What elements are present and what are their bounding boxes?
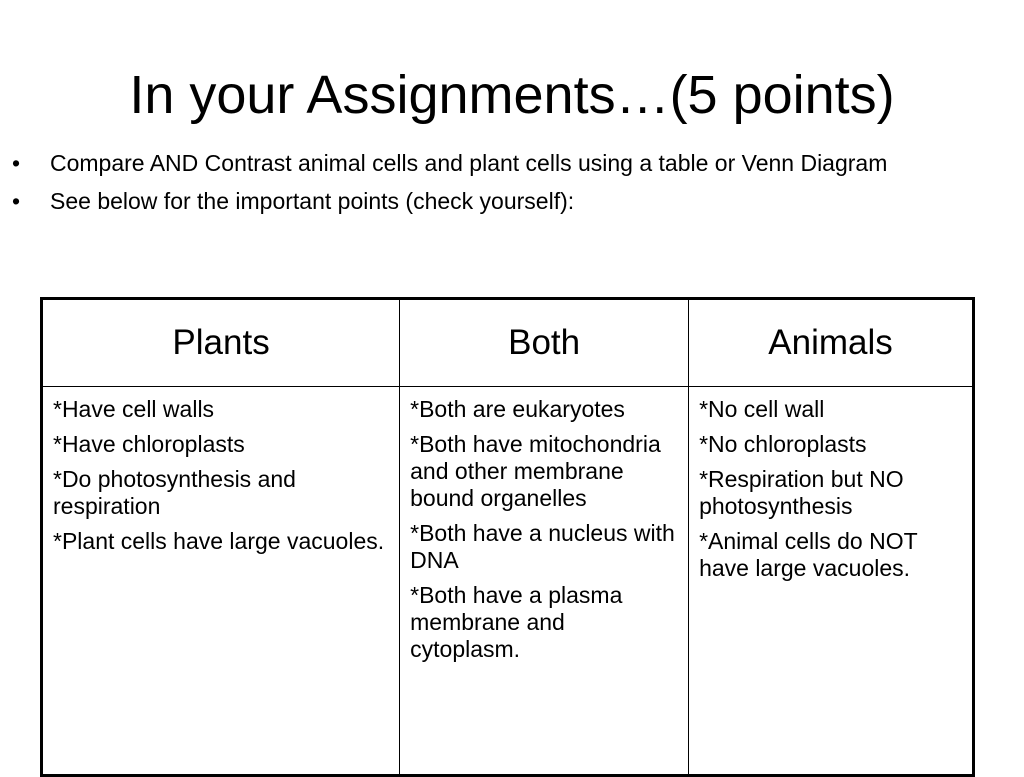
bullet-text: Compare AND Contrast animal cells and plant cells using a table or Venn Diagram [50,150,888,176]
table-row [42,387,974,776]
bullet-list [0,150,1000,226]
animals-item: *Respiration but NO photosynthesis [699,466,904,519]
slide-title: In your Assignments…(5 points) [129,65,895,125]
both-item: *Both have mitochondria and other membrane bound organelles [410,431,661,511]
animals-item: *No cell wall [699,396,825,422]
plants-item: *Do photosynthesis and respiration [53,466,296,519]
header-animals: Animals [689,299,974,387]
both-item: *Both are eukaryotes [410,396,625,422]
header-both: Both [400,299,689,387]
animals-cell [689,387,974,776]
animals-item: *No chloroplasts [699,431,867,457]
plants-item: *Plant cells have large vacuoles. [53,528,385,554]
header-plants: Plants [42,299,400,387]
both-item: *Both have a plasma membrane and cytoplasm. [410,582,623,662]
comparison-table [40,297,975,777]
bullet-item [0,188,1000,215]
plants-cell [42,387,400,776]
bullet-dot-icon: • [12,150,21,176]
plants-item: *Have chloroplasts [53,431,245,457]
both-item: *Both have a nucleus with DNA [410,520,675,573]
animals-item: *Animal cells do NOT have large vacuoles. [699,528,918,581]
plants-item: *Have cell walls [53,396,215,422]
bullet-dot-icon: • [12,188,21,214]
table-header-row [42,299,974,387]
bullet-item [0,150,1000,177]
both-cell [400,387,689,776]
bullet-text: See below for the important points (check yourself): [50,188,575,214]
